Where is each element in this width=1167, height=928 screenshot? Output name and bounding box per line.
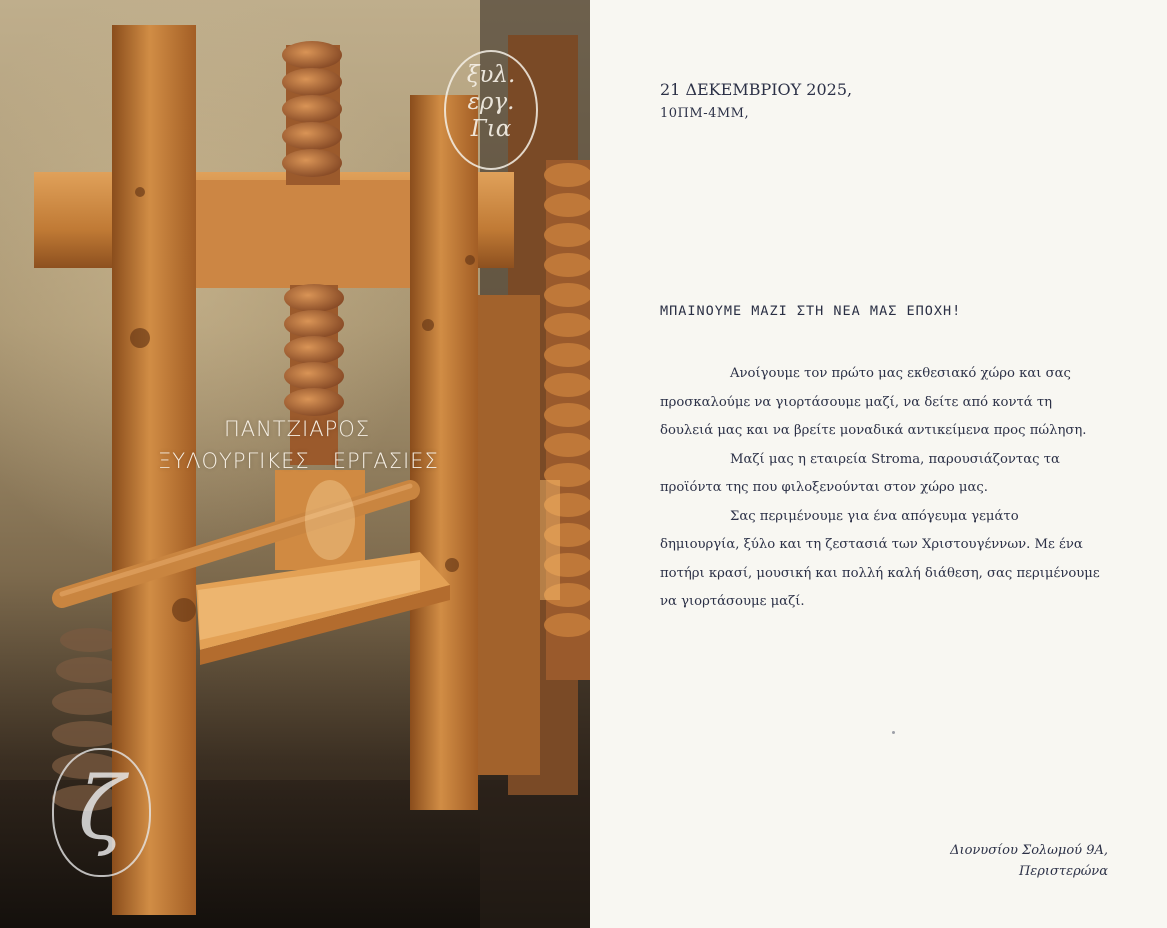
event-time: 10ΠΜ-4ΜΜ, — [660, 106, 750, 121]
zeta-logo: ζ — [52, 748, 151, 877]
brand-logo-badge — [444, 50, 538, 170]
logo-line-3: Για — [470, 116, 512, 142]
logo-line-2: εργ. — [467, 89, 515, 115]
paragraph: Ανοίγουμε τον πρώτο μας εκθεσιακό χώρο και σας προσκαλούμε να γιορτάσουμε μαζί, να δείτε από κοντά τη δουλειά μας και να βρείτε μοναδικά αντικείμενα προς πώληση. — [660, 366, 1087, 438]
paragraph: Σας περιμένουμε για ένα απόγευμα γεμάτο δημιουργία, ξύλο και τη ζεστασιά των Χριστουγέννων. Με ένα ποτήρι κρασί, μουσική και πολλή καλή διάθεση, σας περιμένουμε να γιορτάσουμε μαζί. — [660, 508, 1100, 609]
decorative-dot — [892, 731, 895, 734]
address-street: Διονυσίου Σολωμού 9Α, — [950, 843, 1108, 858]
event-date: 21 ΔΕΚΕΜΒΡΙΟΥ 2025, — [660, 80, 853, 99]
brand-name: ΠΑΝΤΖΙΑΡΟΣ — [223, 417, 371, 441]
address-town: Περιστερώνα — [1018, 864, 1108, 879]
brand-title — [158, 413, 439, 477]
address — [950, 840, 1108, 882]
brand-subtitle: ΞΥΛΟΥΡΓΙΚΕΣ ΕΡΓΑΣΙΕΣ — [158, 449, 439, 473]
paragraph: Μαζί μας η εταιρεία Stroma, παρουσιάζοντας τα προϊόντα της που φιλοξενούνται στον χώρο μας. — [660, 451, 1060, 495]
top-screw — [282, 41, 342, 185]
invitation-body — [660, 360, 1100, 617]
event-date-block — [660, 78, 852, 126]
logo-line-1: ξυλ. — [466, 62, 516, 88]
right-screw — [544, 160, 590, 680]
headline: ΜΠΑΙΝΟΥΜΕ ΜΑΖΙ ΣΤΗ ΝΕΑ ΜΑΣ ΕΠΟΧΗ! — [660, 303, 962, 319]
